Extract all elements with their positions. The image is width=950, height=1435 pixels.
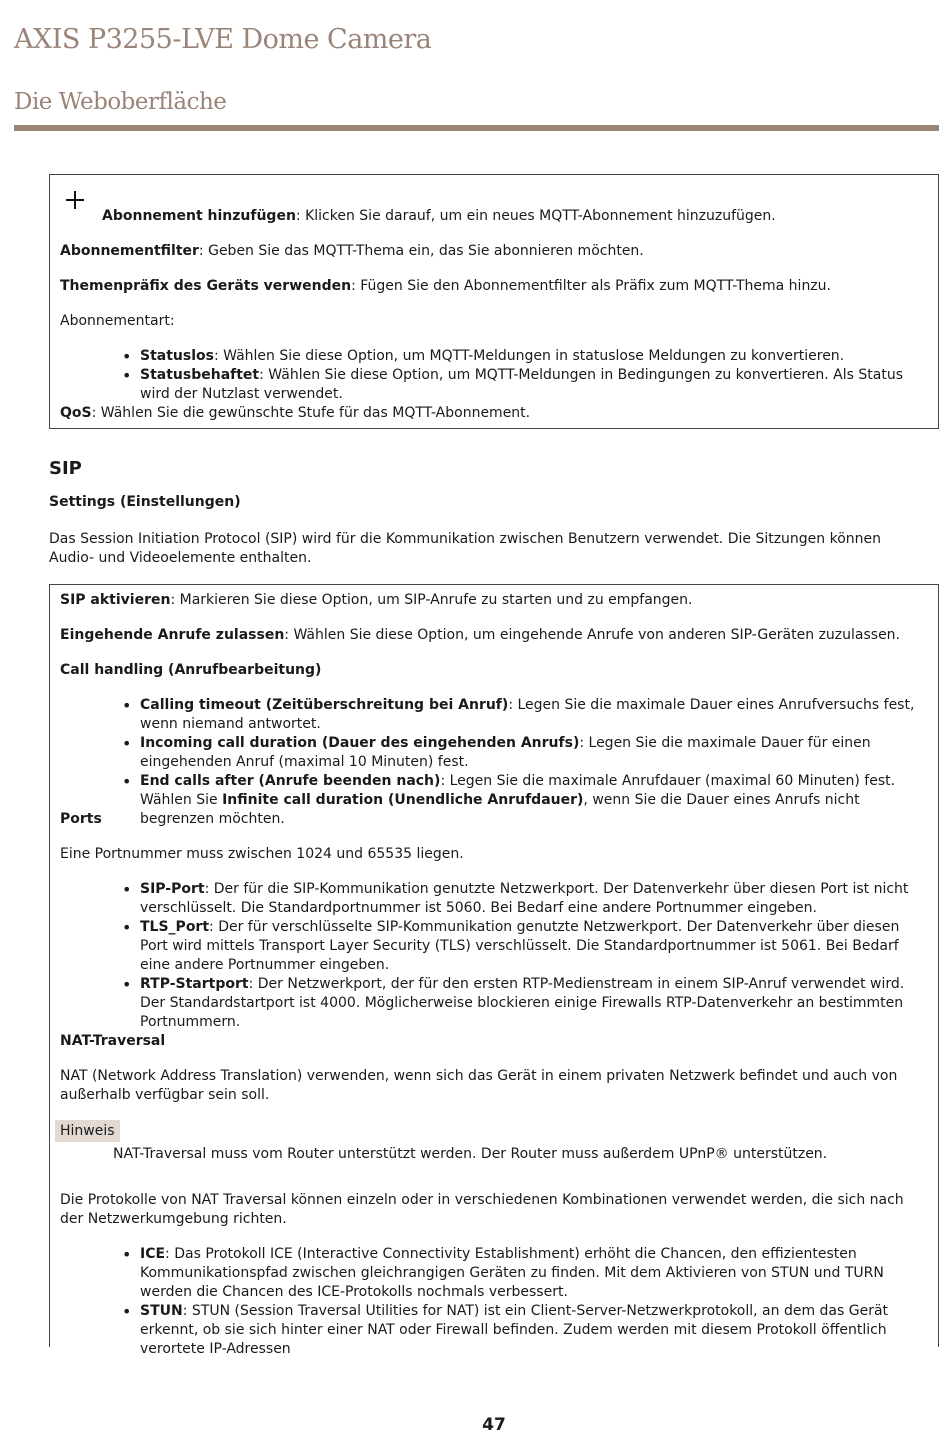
list-item: • Statusbehaftet: Wählen Sie diese Option, um MQTT-Meldungen in Bedingungen zu konvertieren. Als Status wird der Nutzlast verwendet. xyxy=(60,366,930,404)
list-item: • STUN: STUN (Session Traversal Utilities for NAT) ist ein Client-Server-Netzwerkprotokoll, an dem das Gerät erkennt, ob sie sich hinter einer NAT oder Firewall befinden. Zudem werden mit diesem Protokoll öffentlich verortete IP-Adressen xyxy=(60,1302,930,1359)
nat-traversal-label: NAT-Traversal xyxy=(60,1033,166,1049)
filter-desc: Abonnementfilter: Geben Sie das MQTT-Thema ein, das Sie abonnieren möchten. xyxy=(60,243,644,259)
header-divider xyxy=(14,125,939,131)
settings-subheading: Settings (Einstellungen) xyxy=(49,494,241,510)
add-icon xyxy=(66,191,84,209)
list-item: • End calls after (Anrufe beenden nach): Legen Sie die maximale Anrufdauer (maximal 60 Minuten) fest. Wählen Sie Infinite call duration (Unendliche Anrufdauer), wenn Sie die Dauer eines Anrufs nicht begrenzen möchten. xyxy=(60,772,930,829)
note-badge: Hinweis xyxy=(55,1120,120,1142)
incoming-calls-desc: Eingehende Anrufe zulassen: Wählen Sie diese Option, um eingehende Anrufe von anderen SIP-Geräten zuzulassen. xyxy=(60,627,901,643)
mqtt-subscription-box xyxy=(49,174,939,429)
call-handling-label: Call handling (Anrufbearbeitung) xyxy=(60,662,322,678)
subscription-type-label: Abonnementart: xyxy=(60,313,175,329)
protocols-intro: Die Protokolle von NAT Traversal können einzeln oder in verschiedenen Kombinationen verwendet werden, die sich nach der Netzwerkumgebung richten. xyxy=(60,1192,904,1227)
section-title: Die Weboberfläche xyxy=(14,89,227,115)
list-item: • Statuslos: Wählen Sie diese Option, um MQTT-Meldungen in statuslose Meldungen zu konvertieren. xyxy=(60,347,930,366)
page-number: 47 xyxy=(482,1415,506,1435)
ports-label: Ports xyxy=(60,811,102,827)
sip-intro: Das Session Initiation Protocol (SIP) wird für die Kommunikation zwischen Benutzern verwendet. Die Sitzungen können Audio- und Videoelemente enthalten. xyxy=(49,531,882,566)
protocols-list xyxy=(60,1245,930,1359)
sip-settings-box xyxy=(49,584,939,1357)
list-item: • ICE: Das Protokoll ICE (Interactive Connectivity Establishment) erhöht die Chancen, den effizientesten Kommunikationspfad zwischen gleichrangigen Geräten zu finden. Mit dem Aktivieren von STUN und TURN werden die Chancen des ICE-Protokolls nochmals verbessert. xyxy=(60,1245,930,1302)
list-item: • Calling timeout (Zeitüberschreitung bei Anruf): Legen Sie die maximale Dauer eines Anrufversuchs fest, wenn niemand antwortet. xyxy=(60,696,930,734)
ports-intro: Eine Portnummer muss zwischen 1024 und 65535 liegen. xyxy=(60,846,464,862)
list-item: • SIP-Port: Der für die SIP-Kommunikation genutzte Netzwerkport. Der Datenverkehr über diesen Port ist nicht verschlüsselt. Die Standardportnummer ist 5060. Bei Bedarf eine andere Portnummer eingeben. xyxy=(60,880,930,918)
list-item: • TLS_Port: Der für verschlüsselte SIP-Kommunikation genutzte Netzwerkport. Der Datenverkehr über diesen Port wird mittels Transport Layer Security (TLS) verschlüsselt. Die Standardportnummer ist 5061. Bei Bedarf eine andere Portnummer eingeben. xyxy=(60,918,930,975)
note-text: NAT-Traversal muss vom Router unterstützt werden. Der Router muss außerdem UPnP® unterstützen. xyxy=(113,1146,828,1162)
add-subscription-desc: Abonnement hinzufügen: Klicken Sie darauf, um ein neues MQTT-Abonnement hinzuzufügen. xyxy=(102,208,776,224)
prefix-desc: Themenpräfix des Geräts verwenden: Fügen Sie den Abonnementfilter als Präfix zum MQTT-Thema hinzu. xyxy=(60,278,831,294)
list-item: • RTP-Startport: Der Netzwerkport, der für den ersten RTP-Medienstream in einem SIP-Anruf verwendet wird. Der Standardstartport ist 4000. Möglicherweise blockieren einige Firewalls RTP-Datenverkehr an bestimmten Portnummern. xyxy=(60,975,930,1032)
ports-list xyxy=(60,880,930,1032)
qos-desc: QoS: Wählen Sie die gewünschte Stufe für das MQTT-Abonnement. xyxy=(60,405,531,421)
subscription-type-list xyxy=(60,347,930,404)
document-title: AXIS P3255-LVE Dome Camera xyxy=(14,24,432,55)
nat-intro: NAT (Network Address Translation) verwenden, wenn sich das Gerät in einem privaten Netzwerk befindet und auch von außerhalb verfügbar sein soll. xyxy=(60,1068,898,1103)
sip-enable-desc: SIP aktivieren: Markieren Sie diese Option, um SIP-Anrufe zu starten und zu empfangen. xyxy=(60,592,693,608)
list-item: • Incoming call duration (Dauer des eingehenden Anrufs): Legen Sie die maximale Dauer für einen eingehenden Anruf (maximal 10 Minuten) fest. xyxy=(60,734,930,772)
sip-heading: SIP xyxy=(49,458,82,479)
